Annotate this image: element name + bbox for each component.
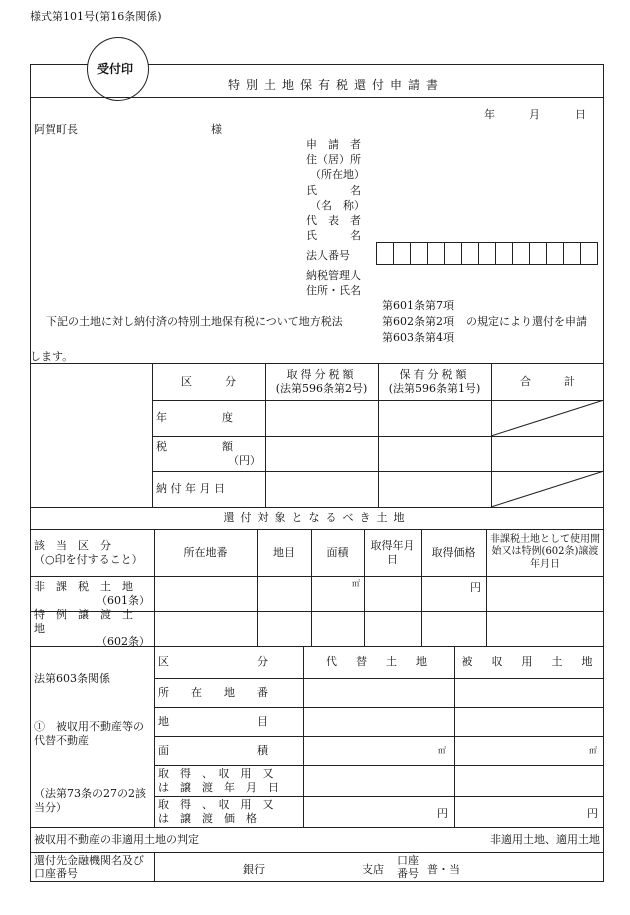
- sec603-col-exp: 被 収 用 土 地: [461, 655, 597, 669]
- applicant-rep-name: 氏 名: [306, 229, 361, 242]
- tax-admin-label: 納税管理人: [306, 269, 361, 282]
- judgement-label: 被収用不動産の非適用土地の判定: [34, 832, 199, 846]
- land-row-special-label: 特 例 譲 渡 土 地: [34, 607, 144, 635]
- sec603-row-date-2: は 譲 渡 年 月 日: [158, 780, 279, 794]
- tax-row-tax: [152, 436, 265, 471]
- sec603-row-price-2: は 譲 渡 価 格: [158, 811, 257, 825]
- statement-law-3: 第603条第4項: [382, 331, 454, 344]
- tax-total-diagonal-paid: [491, 471, 604, 507]
- sec603-row-category: 地 目: [158, 714, 268, 728]
- land-row-exempt: [30, 576, 154, 611]
- sec603-row-area: 面 積: [158, 743, 268, 757]
- land-col-acq-date: [364, 529, 421, 576]
- sec603-col-alt: 代 替 土 地: [326, 655, 431, 669]
- bank-account-label: [397, 855, 419, 880]
- tax-total-diagonal-year: [491, 400, 604, 436]
- sec603-row-class: 区 分: [158, 655, 268, 669]
- bank-branch-suffix: 支店: [362, 863, 384, 876]
- land-col-exempt-label: 非課税土地として使用開始又は特例(602条)譲渡年月日: [490, 533, 600, 570]
- date-year: 年: [484, 108, 495, 121]
- land-unit-area: ㎡: [352, 579, 360, 588]
- title-divider: [30, 97, 604, 98]
- applicant-name-alt: （名 称）: [310, 199, 365, 212]
- sec603-note: [34, 787, 152, 816]
- tax-col-class: 区 分: [181, 374, 236, 388]
- sec603-row-date: [154, 765, 303, 796]
- land-col-exempt: [486, 529, 604, 576]
- tax-row-year: 年 度: [156, 411, 233, 425]
- sec603-label: 法第603条関係: [34, 672, 110, 685]
- tax-row-tax-label: 税 額: [156, 439, 233, 453]
- sec603-row-price-1: 取 得 、 収 用 又: [158, 798, 274, 812]
- addressee: 阿賀町長: [34, 123, 78, 136]
- bank-vline: [154, 852, 155, 882]
- land-col-class-label: 該 当 区 分: [34, 538, 111, 552]
- sec603-row-date-1: 取 得 、 収 用 又: [158, 767, 274, 781]
- tax-col-acq-sub: (法第596条第2号): [275, 381, 368, 395]
- sec603-exp-area-unit: ㎡: [589, 746, 597, 755]
- statement-law-2: 第602条第2項: [382, 315, 454, 328]
- tax-row-paid: 納 付 年 月 日: [156, 482, 225, 496]
- sec603-alt-price-unit: 円: [437, 807, 448, 820]
- bank-account-label-1: 口座: [397, 854, 419, 867]
- sec603-item-text: ① 被収用不動産等の代替不動産: [34, 720, 144, 748]
- corp-number-label: 法人番号: [306, 249, 350, 262]
- sec603-row-location: 所 在 地 番: [158, 685, 268, 699]
- tax-col-hold-sub: (法第596条第1号): [388, 381, 481, 395]
- bank-account-label-2: 番号: [397, 866, 419, 880]
- applicant-address-label: 住（居）所: [306, 153, 361, 166]
- bank-account-type[interactable]: 普・当: [427, 863, 460, 876]
- land-unit-yen: 円: [470, 581, 481, 594]
- land-col-acq-date-label: 取得年月日: [370, 538, 415, 566]
- stamp-label: 受付印: [97, 62, 134, 76]
- applicant-heading: 申 請 者: [306, 138, 361, 151]
- land-col-class: [30, 529, 154, 576]
- bank-name-suffix: 銀行: [243, 863, 265, 876]
- land-col-location: 所在地番: [183, 545, 228, 559]
- tax-col-hold-label: 保有分税額: [399, 367, 470, 381]
- sec603-note-text: （法第73条の27の2該当分）: [34, 787, 146, 815]
- land-col-category: 地目: [273, 545, 295, 559]
- sec603-alt-area-unit: ㎡: [438, 746, 446, 755]
- land-heading: 還付対象となるべき土地: [223, 511, 411, 525]
- judgement-value[interactable]: 非適用土地、適用土地: [490, 832, 600, 846]
- land-row-exempt-label: 非 課 税 土 地: [34, 579, 133, 593]
- tax-admin-info: 住所・氏名: [306, 284, 361, 297]
- tax-col-hold: [378, 363, 491, 400]
- sec603-row-price: [154, 796, 303, 827]
- form-number: 様式第101号(第16条関係): [30, 10, 162, 23]
- applicant-rep-label: 代 表 者: [306, 214, 361, 227]
- addressee-suffix: 様: [211, 123, 222, 136]
- land-col-area: 面積: [326, 545, 349, 559]
- land-col-price: 取得価格: [431, 545, 476, 559]
- statement-before: 下記の土地に対し納付済の特別土地保有税について地方税法: [46, 315, 343, 328]
- land-row-exempt-sub: （601条）: [96, 593, 150, 607]
- tax-row-tax-unit: （円）: [228, 453, 261, 467]
- page-title: 特別土地保有税還付申請書: [228, 78, 445, 92]
- sec603-item: [34, 720, 152, 749]
- tax-col-acq-label: 取得分税額: [286, 367, 357, 381]
- tax-col-total: 合 計: [520, 374, 575, 388]
- statement-after: の規定により還付を申請: [466, 315, 587, 328]
- sec603-exp-price-unit: 円: [587, 807, 598, 820]
- land-col-class-note: （○印を付すること）: [34, 552, 143, 566]
- statement-end: します。: [30, 350, 74, 363]
- applicant-address-alt: （所在地）: [310, 168, 365, 181]
- bank-label: [30, 852, 154, 882]
- tax-col-acq: [265, 363, 378, 400]
- land-row-special-sub: （602条）: [96, 635, 150, 649]
- date-day: 日: [575, 108, 586, 121]
- bank-label-text: 還付先金融機関名及び口座番号: [34, 853, 144, 880]
- land-row-special: [30, 607, 154, 649]
- date-month: 月: [529, 108, 540, 121]
- applicant-name-label: 氏 名: [306, 184, 361, 197]
- statement-law-1: 第601条第7項: [382, 299, 454, 312]
